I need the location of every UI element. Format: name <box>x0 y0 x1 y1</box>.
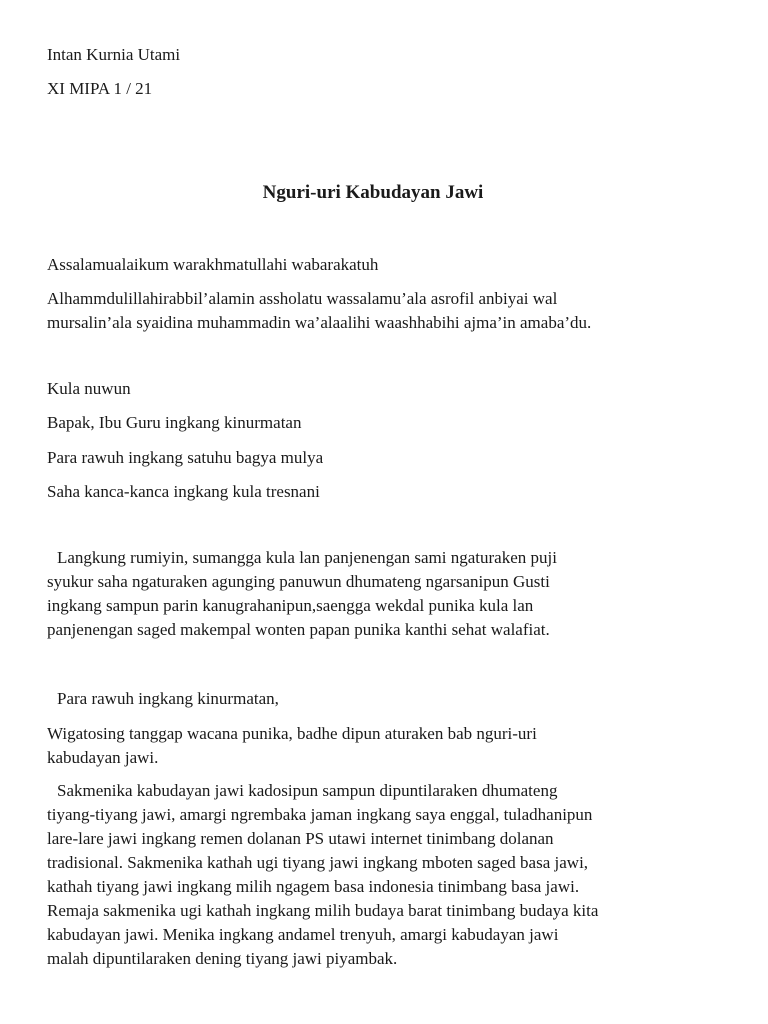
address-line: Para rawuh ingkang kinurmatan, <box>57 689 279 708</box>
paragraph-line: Sakmenika kabudayan jawi kadosipun sampun dipuntilaraken dhumateng <box>57 781 558 800</box>
paragraph-opening <box>47 546 727 642</box>
doa-paragraph <box>47 287 727 335</box>
paragraph-line: kathah tiyang jawi ingkang milih ngagem basa indonesia tinimbang basa jawi. <box>47 877 580 896</box>
kula-nuwun-line: Kula nuwun <box>47 379 131 398</box>
document-title: Nguri-uri Kabudayan Jawi <box>262 182 484 203</box>
paragraph-line: tiyang-tiyang jawi, amargi ngrembaka jaman ingkang saya enggal, tuladhanipun <box>47 805 593 824</box>
greeting-line: Para rawuh ingkang satuhu bagya mulya <box>47 448 324 467</box>
paragraph-line: ingkang sampun parin kanugrahanipun,saengga wekdal punika kula lan <box>47 596 534 615</box>
paragraph-line: Langkung rumiyin, sumangga kula lan panjenengan sami ngaturaken puji <box>57 548 557 567</box>
paragraph-line: lare-lare jawi ingkang remen dolanan PS utawi internet tinimbang dolanan <box>47 829 554 848</box>
paragraph-line: kabudayan jawi. Menika ingkang andamel trenyuh, amargi kabudayan jawi <box>47 925 559 944</box>
paragraph-topic <box>47 722 727 770</box>
greeting-line: Saha kanca-kanca ingkang kula tresnani <box>47 482 320 501</box>
paragraph-line: tradisional. Sakmenika kathah ugi tiyang jawi ingkang mboten saged basa jawi, <box>47 853 589 872</box>
paragraph-line: malah dipuntilaraken dening tiyang jawi piyambak. <box>47 949 398 968</box>
paragraph-line: syukur saha ngaturaken agunging panuwun dhumateng ngarsanipun Gusti <box>47 572 550 591</box>
class-info: XI MIPA 1 / 21 <box>47 79 153 98</box>
paragraph-body <box>47 779 727 971</box>
paragraph-line: Wigatosing tanggap wacana punika, badhe dipun aturaken bab nguri-uri <box>47 724 537 743</box>
doa-line: mursalin’ala syaidina muhammadin wa’alaalihi waashhabihi ajma’in amaba’du. <box>47 313 592 332</box>
paragraph-line: panjenengan saged makempal wonten papan punika kanthi sehat walafiat. <box>47 620 550 639</box>
paragraph-line: Remaja sakmenika ugi kathah ingkang milih budaya barat tinimbang budaya kita <box>47 901 599 920</box>
greeting-line: Bapak, Ibu Guru ingkang kinurmatan <box>47 413 302 432</box>
paragraph-line: kabudayan jawi. <box>47 748 159 767</box>
doa-line: Alhammdulillahirabbil’alamin assholatu wassalamu’ala asrofil anbiyai wal <box>47 289 558 308</box>
salam-line: Assalamualaikum warakhmatullahi wabarakatuh <box>47 255 379 274</box>
author-name: Intan Kurnia Utami <box>47 45 181 64</box>
